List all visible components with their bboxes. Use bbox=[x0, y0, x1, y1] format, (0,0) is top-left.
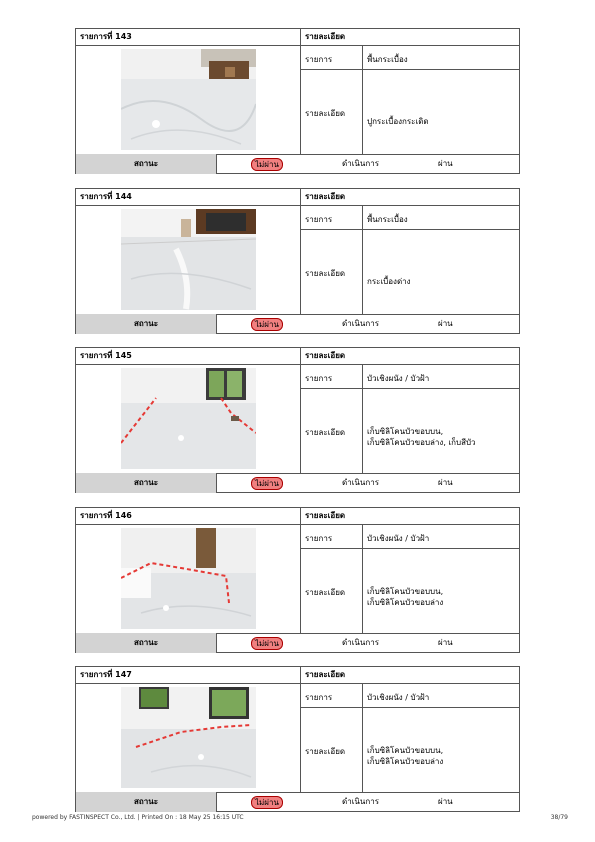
footer-credit: powered by FASTINSPECT Co., Ltd. | Printed On : 18 May 25 16:15 UTC bbox=[32, 814, 244, 821]
inspection-card-146 bbox=[75, 507, 520, 653]
item-label: รายการ bbox=[305, 55, 333, 64]
inspection-photo[interactable] bbox=[121, 528, 256, 629]
status-pass[interactable]: ผ่าน bbox=[438, 319, 453, 328]
detail-header: รายละเอียด bbox=[305, 351, 346, 360]
inspection-card-143 bbox=[75, 28, 520, 174]
status-label: สถานะ bbox=[76, 314, 216, 334]
detail-text: ปูกระเบื้องกระเดิด bbox=[367, 117, 429, 126]
status-pass[interactable]: ผ่าน bbox=[438, 159, 453, 168]
status-label: สถานะ bbox=[76, 792, 216, 812]
inspection-photo[interactable] bbox=[121, 687, 256, 788]
status-pass[interactable]: ผ่าน bbox=[438, 478, 453, 487]
page-number: 38/79 bbox=[550, 814, 568, 821]
item-value: บัวเชิงผนัง / บัวฝ้า bbox=[367, 693, 430, 702]
inspection-photo[interactable] bbox=[121, 49, 256, 150]
item-value: บัวเชิงผนัง / บัวฝ้า bbox=[367, 534, 430, 543]
status-pass[interactable]: ผ่าน bbox=[438, 638, 453, 647]
status-fail-badge[interactable]: ไม่ผ่าน bbox=[251, 318, 283, 331]
status-in-progress[interactable]: ดำเนินการ bbox=[342, 638, 379, 647]
status-pass[interactable]: ผ่าน bbox=[438, 797, 453, 806]
status-in-progress[interactable]: ดำเนินการ bbox=[342, 319, 379, 328]
status-label: สถานะ bbox=[76, 473, 216, 493]
detail-header: รายละเอียด bbox=[305, 670, 346, 679]
inspection-photo[interactable] bbox=[121, 209, 256, 310]
detail-header: รายละเอียด bbox=[305, 511, 346, 520]
detail-label: รายละเอียด bbox=[305, 269, 346, 278]
status-in-progress[interactable]: ดำเนินการ bbox=[342, 478, 379, 487]
detail-label: รายละเอียด bbox=[305, 109, 346, 118]
detail-label: รายละเอียด bbox=[305, 588, 346, 597]
status-fail-badge[interactable]: ไม่ผ่าน bbox=[251, 477, 283, 490]
item-value: พื้นกระเบื้อง bbox=[367, 215, 408, 224]
item-value: บัวเชิงผนัง / บัวฝ้า bbox=[367, 374, 430, 383]
status-fail-badge[interactable]: ไม่ผ่าน bbox=[251, 796, 283, 809]
detail-header: รายละเอียด bbox=[305, 32, 346, 41]
inspection-card-144 bbox=[75, 188, 520, 334]
detail-text: เก็บซิลิโคนบัวขอบบน, เก็บซิลิโคนบัวขอบล่าง bbox=[367, 587, 444, 607]
item-header: รายการที่ 145 bbox=[80, 351, 132, 360]
status-in-progress[interactable]: ดำเนินการ bbox=[342, 797, 379, 806]
item-label: รายการ bbox=[305, 534, 333, 543]
detail-label: รายละเอียด bbox=[305, 428, 346, 437]
inspection-card-145 bbox=[75, 347, 520, 493]
item-value: พื้นกระเบื้อง bbox=[367, 55, 408, 64]
status-fail-badge[interactable]: ไม่ผ่าน bbox=[251, 158, 283, 171]
status-label: สถานะ bbox=[76, 154, 216, 174]
item-label: รายการ bbox=[305, 215, 333, 224]
item-header: รายการที่ 143 bbox=[80, 32, 132, 41]
item-header: รายการที่ 147 bbox=[80, 670, 132, 679]
inspection-photo[interactable] bbox=[121, 368, 256, 469]
item-label: รายการ bbox=[305, 374, 333, 383]
item-label: รายการ bbox=[305, 693, 333, 702]
inspection-card-147 bbox=[75, 666, 520, 812]
detail-text: เก็บซิลิโคนบัวขอบบน, เก็บซิลิโคนบัวขอบล่าง bbox=[367, 746, 444, 766]
detail-text: เก็บซิลิโคนบัวขอบบน, เก็บซิลิโคนบัวขอบล่าง, เก็บสีบัว bbox=[367, 427, 476, 447]
detail-header: รายละเอียด bbox=[305, 192, 346, 201]
status-label: สถานะ bbox=[76, 633, 216, 653]
detail-label: รายละเอียด bbox=[305, 747, 346, 756]
detail-text: กระเบื้องด่าง bbox=[367, 277, 411, 286]
status-fail-badge[interactable]: ไม่ผ่าน bbox=[251, 637, 283, 650]
item-header: รายการที่ 144 bbox=[80, 192, 132, 201]
status-in-progress[interactable]: ดำเนินการ bbox=[342, 159, 379, 168]
item-header: รายการที่ 146 bbox=[80, 511, 132, 520]
